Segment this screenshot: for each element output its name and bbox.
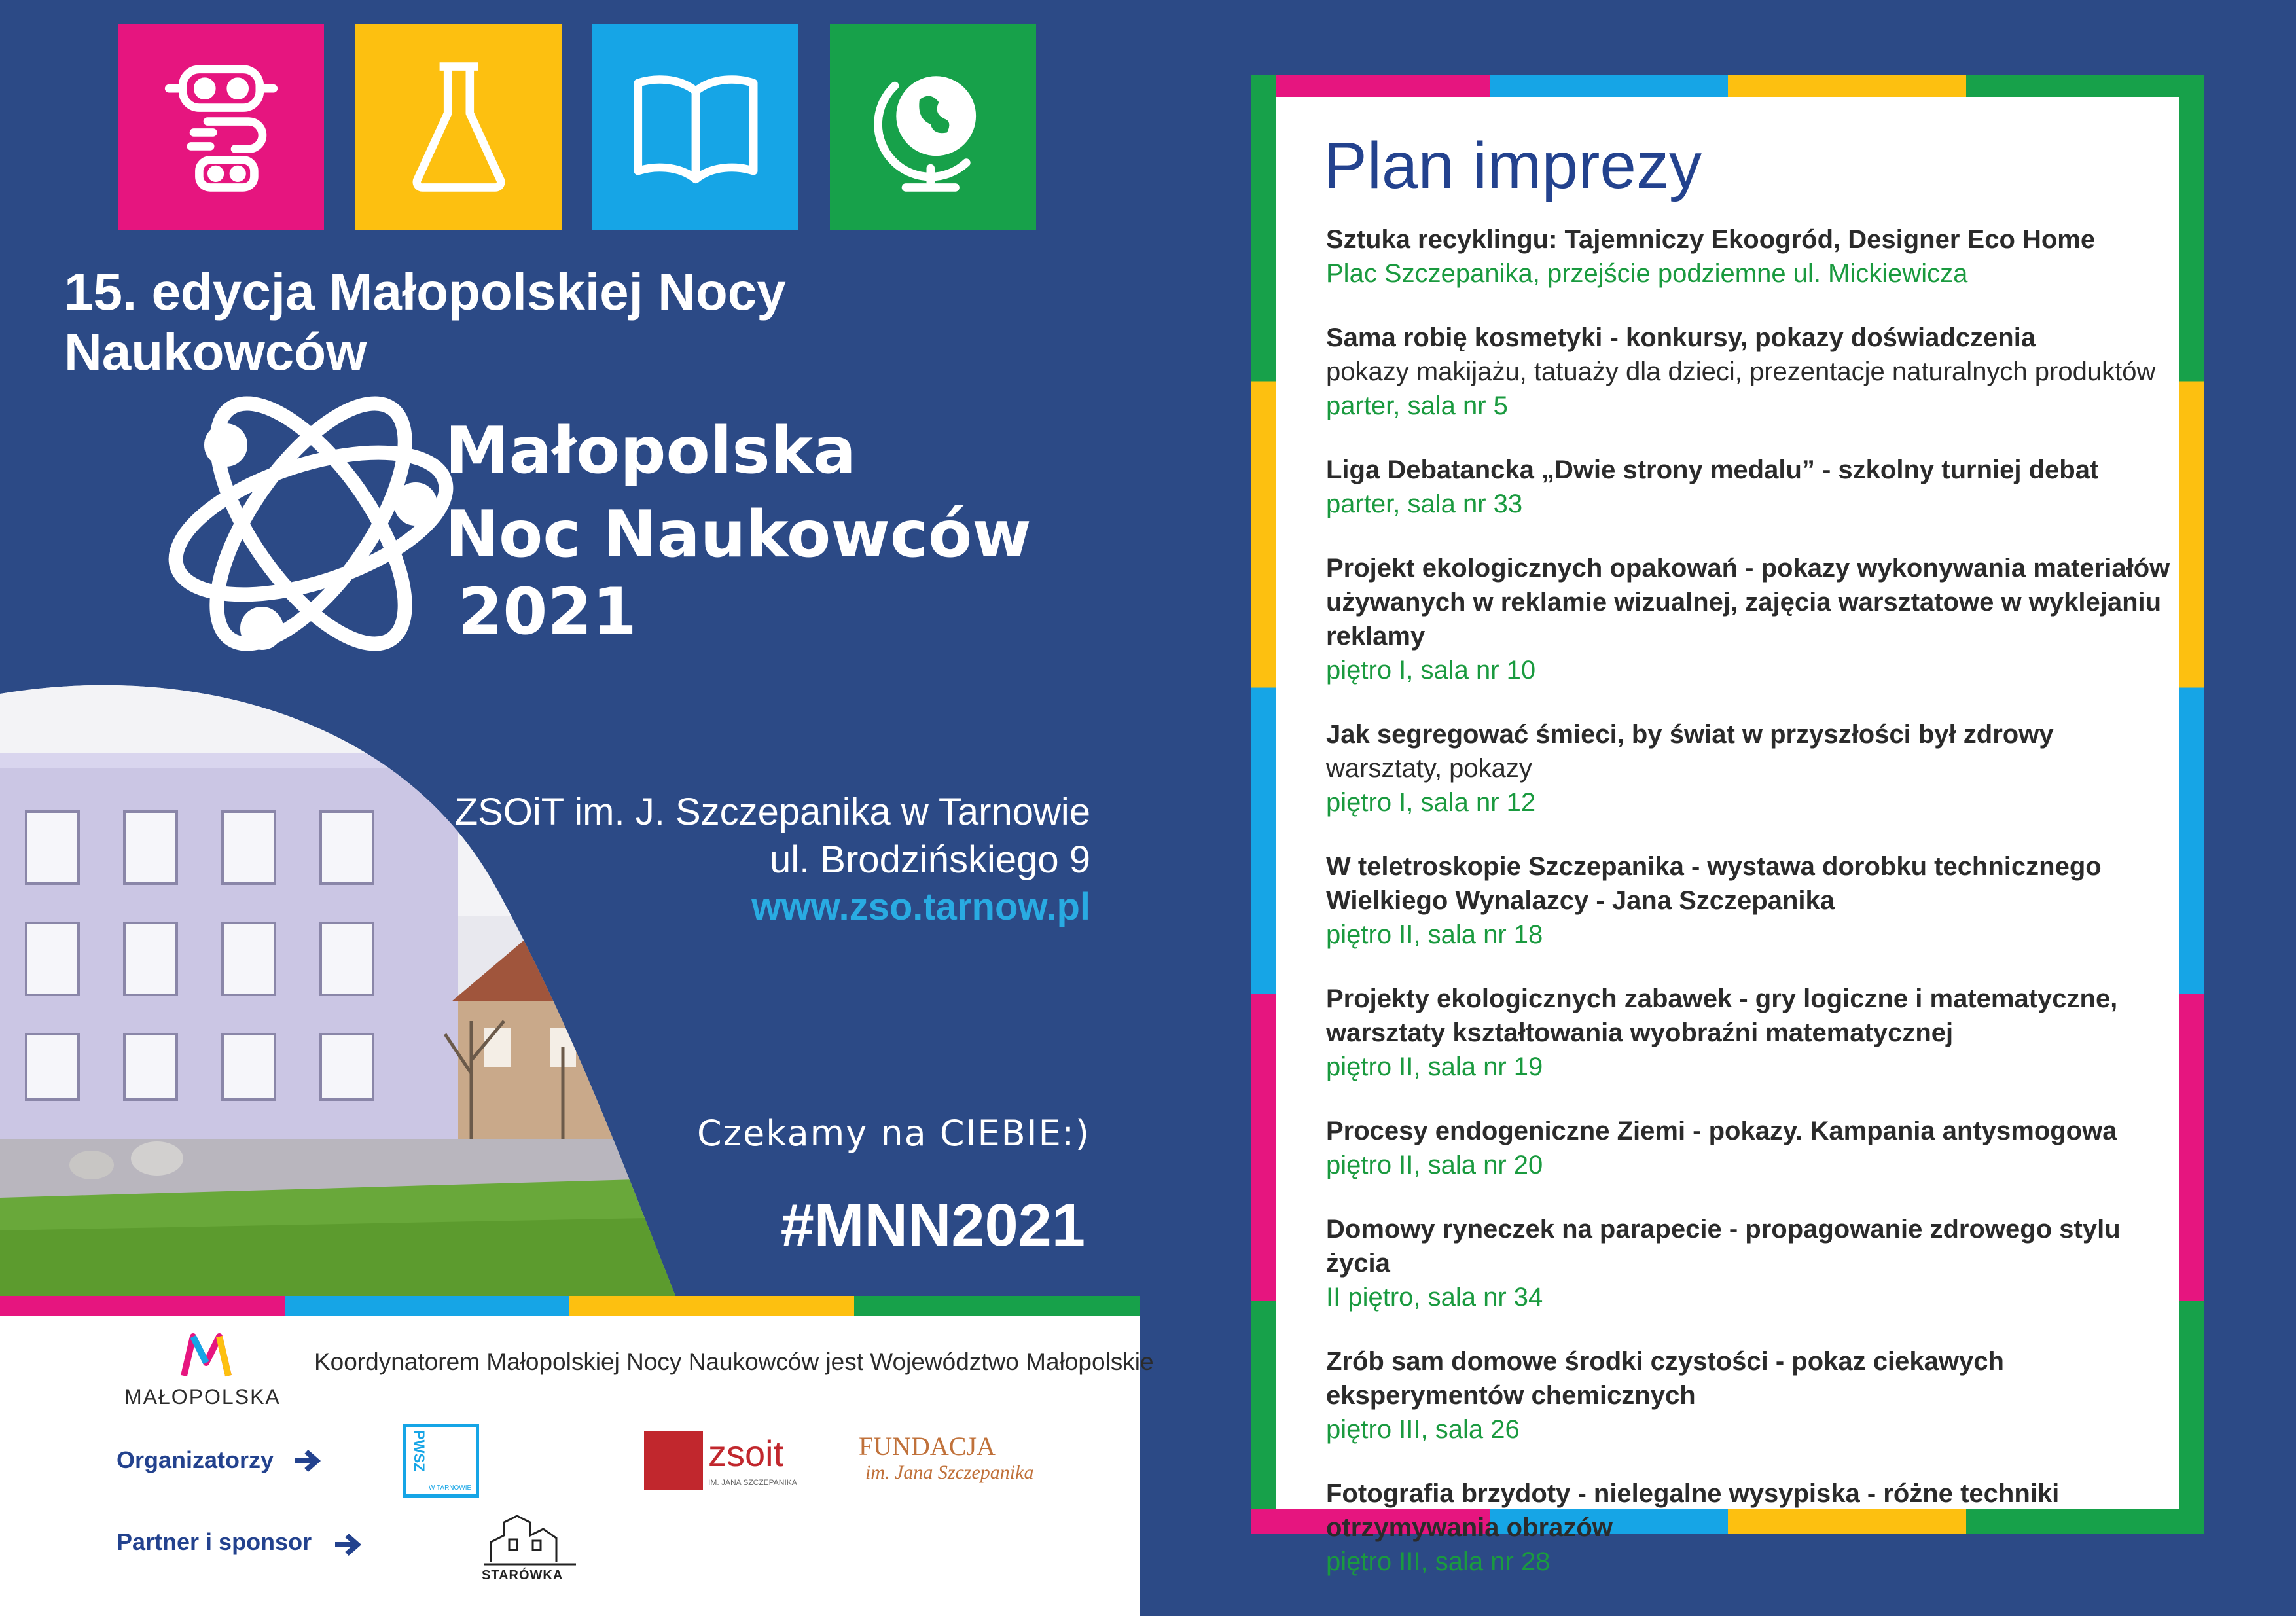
- school-name: ZSOiT im. J. Szczepanika w Tarnowie: [454, 791, 1090, 833]
- school-address: [455, 789, 1090, 931]
- hashtag: #MNN2021: [780, 1192, 1085, 1259]
- plan-list: [1326, 223, 2177, 1609]
- brand-line-1: Małopolska: [445, 414, 857, 488]
- footer-stripe-yellow: [569, 1296, 854, 1316]
- zsoit-logo: [644, 1431, 801, 1490]
- plan-frame-top-blue: [1490, 75, 1728, 97]
- plan-item-location: piętro II, sala nr 18: [1326, 920, 1543, 949]
- pwsz-logo: [403, 1424, 479, 1498]
- plan-item-title: Zrób sam domowe środki czystości - pokaz ciekawych eksperymentów chemicznych: [1326, 1347, 2004, 1410]
- plan-item-title: Sama robię kosmetyki - konkursy, pokazy doświadczenia: [1326, 323, 2036, 352]
- plan-item-location: piętro III, sala 26: [1326, 1415, 1520, 1444]
- malopolska-logo-text: MAŁOPOLSKA: [124, 1385, 281, 1409]
- plan-item: [1326, 850, 2177, 952]
- plan-title: Plan imprezy: [1323, 129, 1702, 202]
- plan-item: [1326, 551, 2177, 687]
- zsoit-logo-text: zsoit: [708, 1433, 784, 1474]
- plan-item-location: piętro I, sala nr 10: [1326, 656, 1536, 685]
- zsoit-logo-sub: IM. JANA SZCZEPANIKA: [708, 1478, 797, 1487]
- starowka-logo-text: STARÓWKA: [482, 1568, 564, 1583]
- plan-item-location: parter, sala nr 5: [1326, 391, 1508, 420]
- plan-item-description: pokazy makijażu, tatuaży dla dzieci, prezentacje naturalnych produktów: [1326, 357, 2156, 386]
- plan-frame-top-yellow: [1728, 75, 1966, 97]
- pwsz-logo-sub: W TARNOWIE: [429, 1484, 472, 1492]
- plan-item: [1326, 717, 2177, 819]
- brand-line-2: Noc Naukowców: [445, 497, 1031, 572]
- street: ul. Brodzińskiego 9: [769, 838, 1090, 881]
- flask-icon: [390, 58, 528, 196]
- plan-frame-left: [1251, 75, 1276, 1534]
- arrow-right-icon: [292, 1448, 322, 1474]
- footer-stripe-green: [854, 1296, 1140, 1316]
- plan-item-title: Projekt ekologicznych opakowań - pokazy wykonywania materiałów używanych w reklamie wizualnej, zajęcia warsztatowe w wyklejaniu reklamy: [1326, 554, 2170, 651]
- plan-item-title: Projekty ekologicznych zabawek - gry logiczne i matematyczne, warsztaty kształtowania wyobraźni matematycznej: [1326, 984, 2118, 1047]
- plan-item-title: Liga Debatancka „Dwie strony medalu” - szkolny turniej debat: [1326, 456, 2099, 484]
- plan-item-location: Plac Szczepanika, przejście podziemne ul. Mickiewicza: [1326, 259, 1968, 288]
- plan-item-title: W teletroskopie Szczepanika - wystawa dorobku technicznego Wielkiego Wynalazcy - Jana Szczepanika: [1326, 852, 2102, 915]
- school-photo: [0, 681, 681, 1309]
- plan-item: [1326, 1477, 2177, 1579]
- book-icon: [627, 58, 764, 196]
- plan-item-title: Jak segregować śmieci, by świat w przyszłości był zdrowy: [1326, 720, 2054, 749]
- plan-item-title: Fotografia brzydoty - nielegalne wysypiska - różne techniki otrzymywania obrazów: [1326, 1479, 2060, 1542]
- plan-item: [1326, 453, 2177, 521]
- plan-item-location: parter, sala nr 33: [1326, 490, 1523, 518]
- footer-stripe-pink: [0, 1296, 285, 1316]
- plan-item: [1326, 982, 2177, 1084]
- organizers-label: Organizatorzy: [117, 1446, 274, 1473]
- plan-item-location: piętro III, sala nr 28: [1326, 1547, 1551, 1576]
- tile-globe: [830, 24, 1036, 230]
- plan-item: [1326, 321, 2177, 423]
- fundacja-logo-line-1: FUNDACJA: [859, 1431, 996, 1461]
- pwsz-logo-text: PWSZ: [411, 1430, 427, 1472]
- tile-book: [592, 24, 798, 230]
- plan-item-location: piętro I, sala nr 12: [1326, 788, 1536, 817]
- zsoit-logo-icon: [644, 1431, 703, 1490]
- invite-text: Czekamy na CIEBIE:): [697, 1113, 1090, 1154]
- atom-icon: [157, 386, 465, 661]
- brand-year: 2021: [458, 575, 637, 649]
- tile-robot: [118, 24, 324, 230]
- plan-frame-top-pink: [1251, 75, 1490, 97]
- malopolska-logo-icon: [180, 1333, 232, 1378]
- plan-item: [1326, 1344, 2177, 1446]
- plan-item: [1326, 1212, 2177, 1314]
- footer-stripe-blue: [285, 1296, 569, 1316]
- globe-icon: [865, 58, 1002, 196]
- tile-flask: [355, 24, 562, 230]
- plan-frame-right: [2179, 75, 2204, 1534]
- plan-item: [1326, 1114, 2177, 1182]
- school-url-link[interactable]: www.zso.tarnow.pl: [751, 886, 1090, 928]
- fundacja-logo: [859, 1431, 1042, 1490]
- plan-item-location: piętro II, sala nr 20: [1326, 1151, 1543, 1179]
- fundacja-logo-line-2: im. Jana Szczepanika: [865, 1462, 1034, 1483]
- edition-headline: 15. edycja Małopolskiej Nocy Naukowców: [64, 262, 786, 381]
- brand-logo: [445, 414, 1031, 649]
- plan-item-title: Sztuka recyklingu: Tajemniczy Ekoogród, Designer Eco Home: [1326, 225, 2096, 254]
- plan-item-description: warsztaty, pokazy: [1326, 754, 1532, 783]
- robot-icon: [152, 58, 290, 196]
- plan-item-title: Procesy endogeniczne Ziemi - pokazy. Kampania antysmogowa: [1326, 1117, 2117, 1145]
- partner-label: Partner i sponsor: [117, 1528, 312, 1555]
- arrow-right-icon: [332, 1532, 363, 1558]
- plan-item-location: II piętro, sala nr 34: [1326, 1283, 1543, 1312]
- plan-item-location: piętro II, sala nr 19: [1326, 1052, 1543, 1081]
- plan-frame-top-green: [1966, 75, 2204, 97]
- plan-item: [1326, 223, 2177, 291]
- plan-item-title: Domowy ryneczek na parapecie - propagowanie zdrowego stylu życia: [1326, 1215, 2121, 1278]
- coordinator-text: Koordynatorem Małopolskiej Nocy Naukowców jest Województwo Małopolskie: [314, 1348, 1154, 1375]
